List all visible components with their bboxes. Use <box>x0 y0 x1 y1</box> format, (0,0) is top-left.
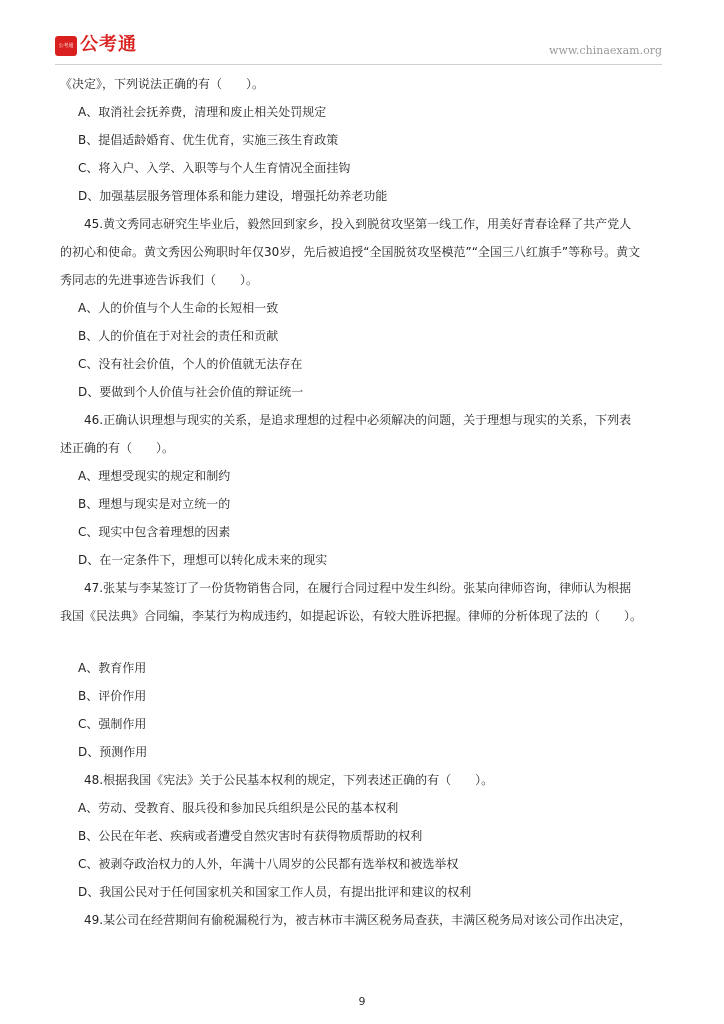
question-47-option-d: D、预测作用 <box>78 745 148 759</box>
question-46-option-a: A、理想受现实的规定和制约 <box>78 469 231 483</box>
question-44-option-b: B、提倡适龄婚育、优生优育，实施三孩生育政策 <box>78 133 339 147</box>
question-44-stem-end: 《决定》，下列说法正确的有（ ）。 <box>60 77 265 91</box>
page-number: 9 <box>358 995 366 1008</box>
site-url: www.chinaexam.org <box>549 44 662 57</box>
question-48-option-d: D、我国公民对于任何国家机关和国家工作人员，有提出批评和建议的权利 <box>78 885 472 899</box>
question-44-option-d: D、加强基层服务管理体系和能力建设，增强托幼养老功能 <box>78 189 388 203</box>
question-45-stem-line-2: 的初心和使命。黄文秀因公殉职时年仅30岁，先后被追授“全国脱贫攻坚模范”“全国三八红旗手”等称号。黄文 <box>60 245 641 259</box>
question-45-option-d: D、要做到个人价值与社会价值的辩证统一 <box>78 385 304 399</box>
question-46-option-c: C、现实中包含着理想的因素 <box>78 525 231 539</box>
blank-spacer <box>60 630 665 654</box>
question-47-option-b: B、评价作用 <box>78 689 147 703</box>
question-46-option-b: B、理想与现实是对立统一的 <box>78 497 231 511</box>
question-47-stem-line-2: 我国《民法典》合同编，李某行为构成违约，如提起诉讼，有较大胜诉把握。律师的分析体现了法的（ ）。 <box>60 609 643 623</box>
question-49-stem-line-1: 49.某公司在经营期间有偷税漏税行为，被吉林市丰满区税务局查获，丰满区税务局对该公司作出决定， <box>84 913 632 927</box>
question-45-option-a: A、人的价值与个人生命的长短相一致 <box>78 301 279 315</box>
question-45-option-b: B、人的价值在于对社会的责任和贡献 <box>78 329 279 343</box>
question-45-stem-line-1: 45.黄文秀同志研究生毕业后，毅然回到家乡，投入到脱贫攻坚第一线工作，用美好青春诠释了共产党人 <box>84 217 632 231</box>
question-48-option-a: A、劳动、受教育、服兵役和参加民兵组织是公民的基本权利 <box>78 801 399 815</box>
document-body <box>60 70 665 934</box>
question-44-option-a: A、取消社会抚养费，清理和废止相关处罚规定 <box>78 105 327 119</box>
question-44-option-c: C、将入户、入学、入职等与个人生育情况全面挂钩 <box>78 161 351 175</box>
question-46-stem-line-1: 46.正确认识理想与现实的关系，是追求理想的过程中必须解决的问题，关于理想与现实的关系，下列表 <box>84 413 632 427</box>
logo-badge: 公考通 <box>55 36 77 56</box>
question-46-option-d: D、在一定条件下，理想可以转化成未来的现实 <box>78 553 328 567</box>
question-47-option-a: A、教育作用 <box>78 661 147 675</box>
question-48-stem: 48.根据我国《宪法》关于公民基本权利的规定，下列表述正确的有（ ）。 <box>84 773 494 787</box>
header-divider <box>55 64 662 65</box>
question-45-option-c: C、没有社会价值，个人的价值就无法存在 <box>78 357 303 371</box>
question-46-stem-line-2: 述正确的有（ ）。 <box>60 441 175 455</box>
logo-text: 公考通 <box>80 34 137 55</box>
page-header <box>0 0 724 66</box>
question-45-stem-line-3: 秀同志的先进事迹告诉我们（ ）。 <box>60 273 259 287</box>
question-47-stem-line-1: 47.张某与李某签订了一份货物销售合同，在履行合同过程中发生纠纷。张某向律师咨询，律师认为根据 <box>84 581 632 595</box>
question-47-option-c: C、强制作用 <box>78 717 147 731</box>
question-48-option-b: B、公民在年老、疾病或者遭受自然灾害时有获得物质帮助的权利 <box>78 829 423 843</box>
question-48-option-c: C、被剥夺政治权力的人外，年满十八周岁的公民都有选举权和被选举权 <box>78 857 459 871</box>
